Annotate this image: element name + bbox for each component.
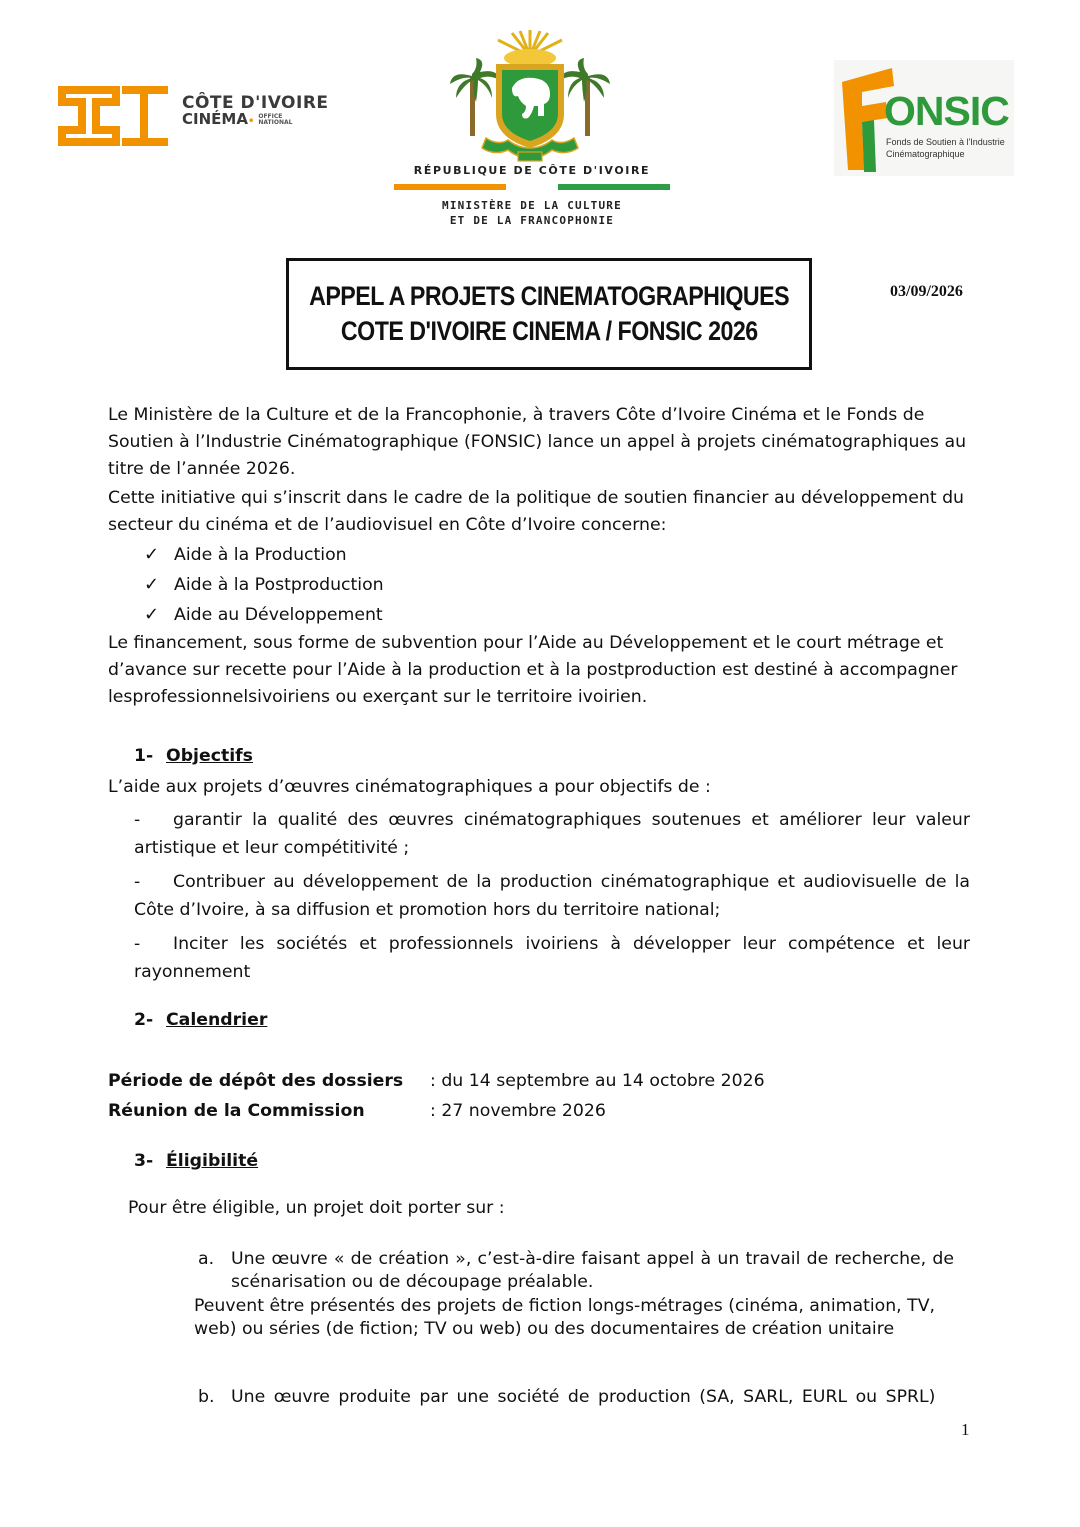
objective-text: Contribuer au développement de la production cinématographique et audiovisuelle de la Côte d’Ivoire, à sa diffusion et promotion hors du territoire national; <box>134 872 970 920</box>
calendar-row-value: : 27 novembre 2026 <box>430 1101 606 1121</box>
list-marker: a. <box>198 1249 215 1269</box>
calendar-row-label: Réunion de la Commission <box>108 1101 365 1121</box>
aid-type-label: Aide à la Production <box>174 545 347 565</box>
ci-logo-dot: • <box>247 116 255 127</box>
dash-bullet: - <box>134 872 141 892</box>
title-line1: APPEL A PROJETS CINEMATOGRAPHIQUES <box>308 281 790 311</box>
eligibility-item-text: Une œuvre « de création », c’est-à-dire faisant appel à un travail de recherche, de scénarisation ou de découpage préalable. <box>231 1249 954 1292</box>
eligibility-item-b <box>198 1386 954 1409</box>
section-number: 2- <box>134 1010 154 1030</box>
eligibility-item-a-detail: Peuvent être présentés des projets de fiction longs-métrages (cinéma, animation, TV, web) ou séries (de fiction; TV ou web) ou des documentaires de création unitaire <box>194 1296 936 1339</box>
intro-paragraph-1: Le Ministère de la Culture et de la Francophonie, à travers Côte d’Ivoire Cinéma et le Fonds de Soutien à l’Industrie Cinématographique (FONSIC) lance un appel à projets cinématographiques au titre de l’année 2026. <box>108 405 967 479</box>
national-flag-bar <box>394 184 670 190</box>
ministry-heading <box>394 198 670 228</box>
document-date: 03/09/2026 <box>890 283 963 300</box>
aid-type-item <box>144 571 384 599</box>
eligibility-item-text: Une œuvre produite par une société de production (SA, SARL, EURL ou SPRL) <box>231 1387 936 1407</box>
coat-of-arms-emblem <box>450 26 610 164</box>
page-number: 1 <box>961 1420 970 1439</box>
aid-type-item <box>144 601 383 629</box>
section-title: Objectifs <box>166 746 253 766</box>
cote-divoire-cinema-logo <box>58 84 329 148</box>
ci-logo-tag-line1: OFFICE <box>258 112 283 120</box>
objective-item <box>134 868 970 924</box>
flag-orange-stripe <box>394 184 506 190</box>
fonsic-subtitle <box>886 136 1005 160</box>
ci-logo-line1: CÔTE D'IVOIRE <box>182 93 329 113</box>
section-calendrier-heading <box>134 1007 267 1034</box>
list-marker: b. <box>198 1387 215 1407</box>
fonsic-wordmark: ONSIC <box>884 88 1009 134</box>
calendar-row-value: : du 14 septembre au 14 octobre 2026 <box>430 1071 765 1091</box>
eligibility-item-a <box>198 1248 954 1294</box>
ci-logo-tag <box>258 114 292 126</box>
calendar-row-label: Période de dépôt des dossiers <box>108 1071 404 1091</box>
ci-logo-line2 <box>182 110 292 128</box>
checkmark-icon: ✓ <box>144 544 160 565</box>
flag-white-stripe <box>506 184 558 190</box>
cote-divoire-cinema-mark <box>58 84 178 148</box>
objective-text: garantir la qualité des œuvres cinématographiques soutenues et améliorer leur valeur artistique et leur compétitivité ; <box>134 810 970 858</box>
fonsic-subtitle-line1: Fonds de Soutien à l'Industrie <box>886 137 1005 147</box>
aid-type-label: Aide au Développement <box>174 605 383 625</box>
checkmark-icon: ✓ <box>144 604 160 625</box>
objective-text: Inciter les sociétés et professionnels ivoiriens à développer leur compétence et leur rayonnement <box>134 934 970 982</box>
objective-item <box>134 806 970 862</box>
fonsic-subtitle-line2: Cinématographique <box>886 149 965 159</box>
section-number: 1- <box>134 746 154 766</box>
flag-green-stripe <box>558 184 670 190</box>
ci-logo-tag-line2: NATIONAL <box>258 118 293 126</box>
aid-type-item <box>144 541 347 569</box>
checkmark-icon: ✓ <box>144 574 160 595</box>
document-title-box <box>286 258 812 370</box>
section-objectifs-heading <box>134 743 253 770</box>
ministry-line1: MINISTÈRE DE LA CULTURE <box>442 199 622 212</box>
ci-logo-cinema-word: CINÉMA <box>182 110 248 128</box>
section-eligibilite-heading <box>134 1148 258 1175</box>
intro-paragraph-2: Cette initiative qui s’inscrit dans le cadre de la politique de soutien financier au développement du secteur du cinéma et de l’audiovisuel en Côte d’Ivoire concerne: <box>108 488 965 535</box>
intro-paragraph-3: Le financement, sous forme de subvention pour l’Aide au Développement et le court métrage et d’avance sur recette pour l’Aide à la production et à la postproduction est destiné à accompagner lesprofessionnelsivoiriens ou exerçant sur le territoire ivoirien. <box>108 633 958 707</box>
dash-bullet: - <box>134 934 141 954</box>
title-line2: COTE D'IVOIRE CINEMA / FONSIC 2026 <box>340 316 758 346</box>
objectifs-lead: L’aide aux projets d’œuvres cinématographiques a pour objectifs de : <box>108 777 711 797</box>
eligibilite-lead: Pour être éligible, un projet doit porter sur : <box>128 1198 505 1218</box>
section-title: Éligibilité <box>166 1151 259 1171</box>
ministry-line2: ET DE LA FRANCOPHONIE <box>449 214 615 227</box>
section-number: 3- <box>134 1151 154 1171</box>
fonsic-logo <box>834 60 1014 176</box>
aid-type-label: Aide à la Postproduction <box>174 575 384 595</box>
republic-heading: RÉPUBLIQUE DE CÔTE D'IVOIRE <box>413 164 651 177</box>
dash-bullet: - <box>134 810 141 830</box>
objective-item <box>134 930 970 986</box>
section-title: Calendrier <box>166 1010 268 1030</box>
